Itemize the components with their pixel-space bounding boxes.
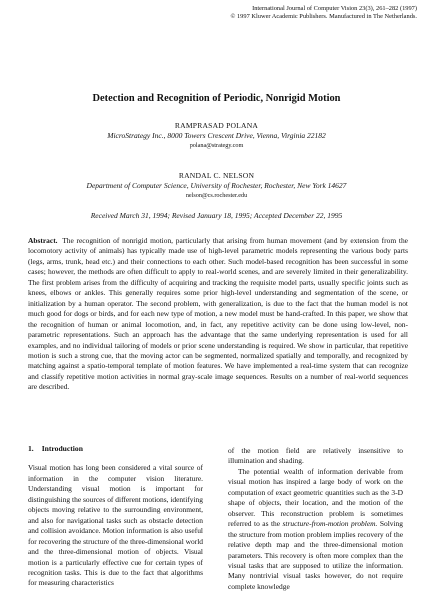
body-paragraph (228, 467, 403, 592)
journal-header (187, 5, 417, 21)
abstract (28, 236, 408, 393)
paper-title: Detection and Recognition of Periodic, Nonrigid Motion (92, 93, 341, 104)
copyright-line: © 1997 Kluwer Academic Publishers. Manufactured in The Netherlands. (230, 13, 417, 21)
right-column (228, 446, 403, 592)
author-affiliation: MicroStrategy Inc., 8000 Towers Crescent Drive, Vienna, Virginia 22182 (107, 131, 326, 140)
body-paragraph: of the motion field are relatively insensitive to illumination and shading. (228, 446, 403, 466)
section-number: 1. (28, 444, 34, 453)
author-block-2 (0, 171, 433, 200)
author-email: nelson@cs.rochester.edu (185, 192, 248, 199)
author-email: polana@strategy.com (189, 142, 244, 149)
submission-dates: Received March 31, 1994; Revised January 18, 1995; Accepted December 22, 1995 (90, 211, 343, 220)
abstract-label: Abstract. (28, 236, 58, 245)
author-block-1 (0, 121, 433, 150)
author-name: RAMPRASAD POLANA (174, 121, 259, 130)
paragraph-text: Solving the structure from motion problem implies recovery of the relative depth map and the three-dimensional motion parameters. This recovery is often more complex than the visual tasks that are supposed to utilize the information. Many nontrivial visual tasks however, do not require complete knowledge (228, 519, 403, 591)
section-title: Introduction (41, 444, 83, 453)
section-heading (28, 444, 203, 454)
paragraph-text: The potential wealth of information derivable from visual motion has inspired a large body of work on the computation of exact geometric quantities such as the 3-D shape of objects, their location, and the motion of the observer. This reconstruction problem is sometimes referred to as the (228, 466, 403, 529)
left-column (28, 444, 203, 589)
journal-citation: International Journal of Computer Vision 23(3), 261–282 (1997) (252, 5, 417, 12)
body-paragraph: Visual motion has long been considered a vital source of information in the computer vision literature. Understanding visual motion is important for distinguishing the sources of different motions, identifying objects moving relative to the surrounding environment, and also for navigational tasks such as obstacle detection and collision avoidance. Motion information is also useful for recovering the structure of the three-dimensional world and the three-dimensional motion of objects. Visual motion is a particularly effective cue for certain types of recognition tasks. This is due to the fact that algorithms for measuring characteristics (28, 463, 203, 588)
author-name: RANDAL C. NELSON (178, 171, 255, 180)
emphasized-term: structure-from-motion problem. (282, 519, 378, 529)
author-affiliation: Department of Computer Science, University of Rochester, Rochester, New York 14627 (86, 181, 347, 190)
abstract-text: The recognition of nonrigid motion, particularly that arising from human movement (and by extension from the locomotory activity of animals) has typically made use of high-level parametric models representing the various body parts (legs, arms, trunk, head etc.) and their connections to each other. Such model-based recognition has been successful in some cases; however, the methods are often difficult to apply to real-world scenes, and are severely limited in their generalizability. The first problem arises from the difficulty of acquiring and tracking the requisite model parts, usually specific joints such as knees, elbows or ankles. This generally requires some prior high-level understanding and segmentation of the scene, or initialization by a human operator. The second problem, with generalization, is due to the fact that the human model is not much good for dogs or birds, and for each new type of motion, a new model must be hand-crafted. In this paper, we show that the recognition of human or animal locomotion, and, in fact, any repetitive activity can be done using low-level, non-parametric representations. Such an approach has the advantage that the same underlying representation is used for all examples, and no individual tailoring of models or prior scene understanding is required. We show in particular, that repetitive motion is such a strong cue, that the moving actor can be segmented, normalized spatially and temporally, and recognized by matching against a spatio-temporal template of motion features. We have implemented a real-time system that can recognize and classify repetitive motion activities in normal gray-scale image sequences. Results on a number of real-world sequences are described. (28, 236, 408, 392)
